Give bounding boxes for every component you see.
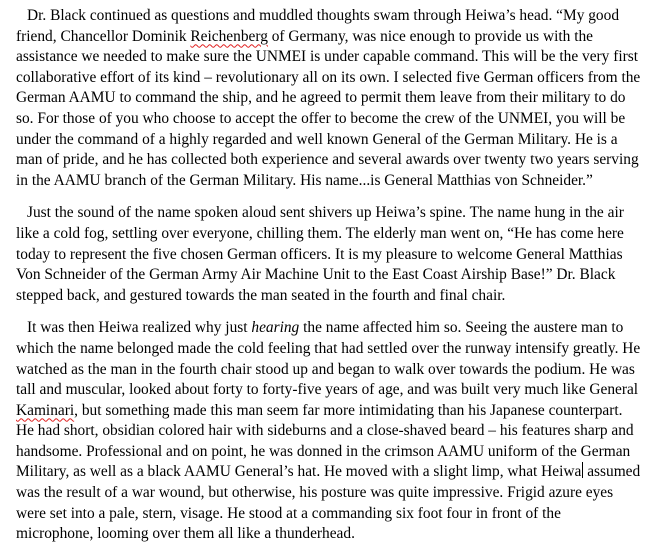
text-run: , but something made this man seem far more intimidating than his Japanese counterpart. He had short, obsidian colored hair with sideburns and a close-shaved beard – his features sharp and handsome. Professional and on point, he was donned in the crimson AAMU uniform of the German Military, as well as a black AAMU General’s hat. He moved with a slight limp, what Heiwa [16, 401, 634, 481]
text-run: Dr. Black continued as questions and muddled thoughts swam through Heiwa’s head. “My good friend, Chancellor Dominik [16, 7, 620, 45]
text-run: assumed was the result of a war wound, but otherwise, his posture was quite impressive. Frigid azure eyes were set into a pale, stern, visage. He stood at a commanding six foot four in front of the microphone, looming over them all like a thunderhead. [16, 463, 641, 543]
misspelled-word[interactable]: Kaminari [16, 401, 75, 419]
italic-word: hearing [251, 319, 300, 337]
paragraph-3 [16, 318, 641, 545]
paragraph-1 [16, 6, 641, 191]
text-run: of Germany, was nice enough to provide us with the assistance we needed to make sure the UNMEI is under capable command. This will be the very first collaborative effort of its kind – revolutionary all on its own. I selected five German officers from the German AAMU to command the ship, and he agreed to permit them leave from their military to do so. For those of you who choose to accept the offer to become the crew of the UNMEI, you will be under the command of a highly regarded and well known General of the German Military. He is a man of pride, and he has collected both experience and several awards over twenty two years serving in the AAMU branch of the German Military. His name...is General Matthias von Schneider.” [16, 27, 641, 189]
misspelled-word[interactable]: Reichenberg [190, 27, 268, 45]
text-run: It was then Heiwa realized why just [27, 319, 252, 337]
paragraph-2 [16, 203, 641, 306]
text-run: the name affected him so. Seeing the austere man to which the name belonged made the cold feeling that had settled over the runway intensify greatly. He watched as the man in the fourth chair stood up and began to walk over towards the podium. He was tall and muscular, looked about forty to forty-five years of age, and was built very much like General [16, 319, 641, 399]
text-run: Just the sound of the name spoken aloud sent shivers up Heiwa’s spine. The name hung in the air like a cold fog, settling over everyone, chilling them. The elderly man went on, “He has come here today to represent the five chosen German officers. It is my pleasure to welcome General Matthias Von Schneider of the German Army Air Machine Unit to the East Coast Airship Base!” Dr. Black stepped back, and gestured towards the man seated in the fourth and final chair. [16, 204, 624, 304]
